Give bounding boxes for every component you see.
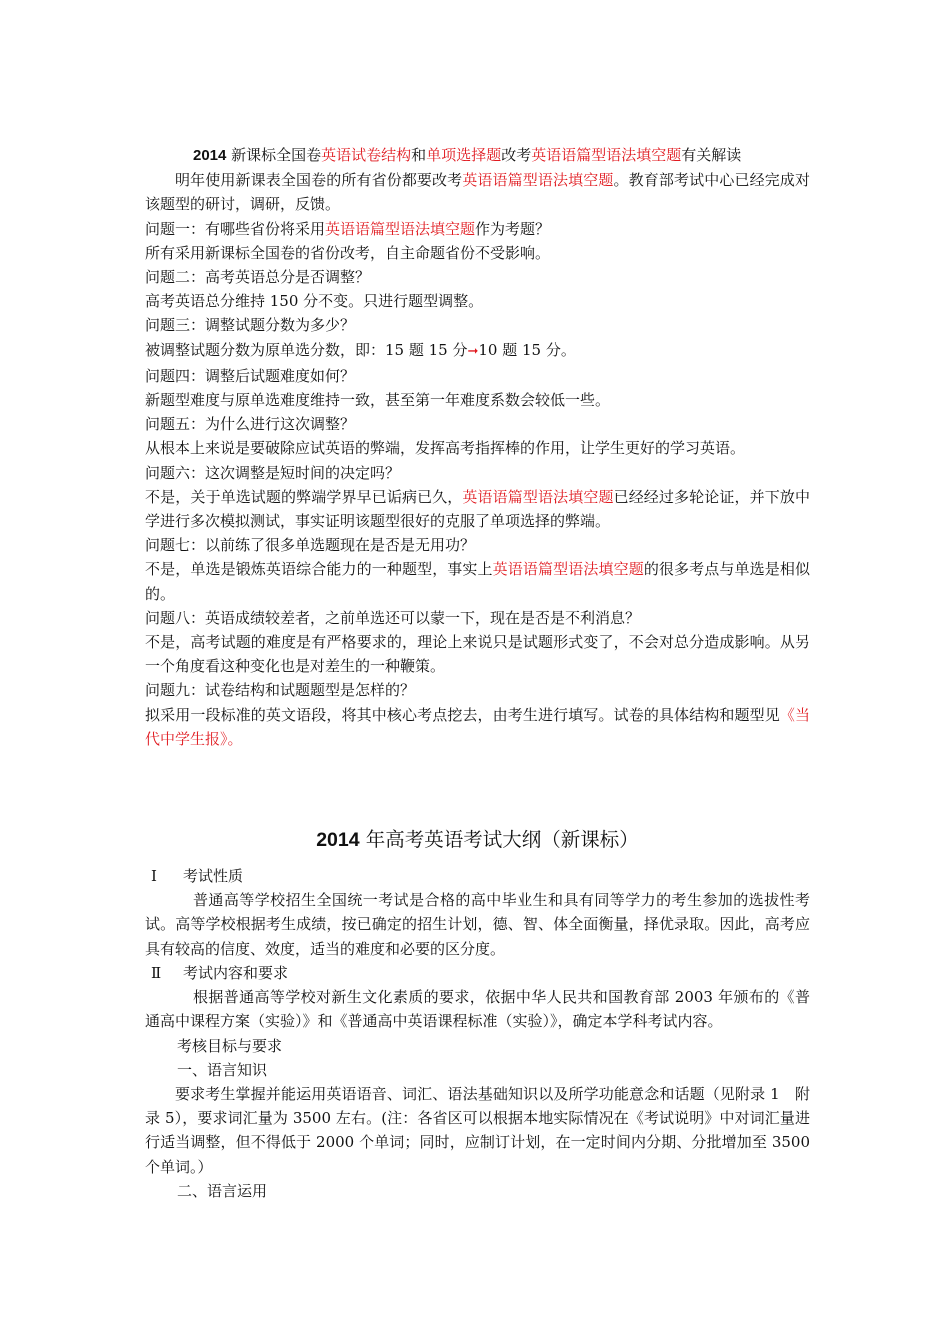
question-8: 问题八：英语成绩较差者，之前单选还可以蒙一下，现在是否是不利消息？	[145, 608, 641, 627]
article-title: 2014 新课标全国卷英语试卷结构和单项选择题改考英语语篇型语法填空题有关解读	[193, 146, 742, 164]
question-1: 问题一：有哪些省份将采用英语语篇型语法填空题作为考题？	[145, 219, 551, 238]
section-1-heading: Ⅰ 考试性质	[151, 867, 244, 886]
arrow-icon: ➞	[467, 343, 479, 359]
answer-4: 新题型难度与原单选难度维持一致，甚至第一年难度系数会较低一些。	[145, 391, 611, 410]
article-intro: 明年使用新课表全国卷的所有省份都要改考英语语篇型语法填空题。教育部考试中心已经完成对该题型的研讨，调研，反馈。	[145, 171, 810, 214]
answer-1: 所有采用新课标全国卷的省份改考，自主命题省份不受影响。	[145, 243, 551, 262]
answer-6: 不是，关于单选试题的弊端学界早已诟病已久，英语语篇型语法填空题已经经过多轮论证，并下放中学进行多次模拟测试，事实证明该题型很好的克服了单项选择的弊端。	[145, 487, 810, 531]
answer-3: 被调整试题分数为原单选分数，即：15 题 15 分➞10 题 15 分。	[145, 340, 576, 359]
section-2-heading: Ⅱ 考试内容和要求	[151, 963, 289, 982]
question-4: 问题四：调整后试题难度如何？	[145, 366, 356, 385]
answer-8: 不是，高考试题的难度是有严格要求的，理论上来说只是试题形式变了，不会对总分造成影响。从另一个角度看这种变化也是对差生的一种鞭策。	[145, 633, 810, 676]
section-2-body: 根据普通高等学校对新生文化素质的要求，依据中华人民共和国教育部 2003 年颁布的《普通高中课程方案（实验）》和《普通高中英语课程标准（实验）》，确定本学科考试内容。	[145, 988, 810, 1031]
question-5: 问题五：为什么进行这次调整？	[145, 415, 356, 434]
question-7: 问题七：以前练了很多单选题现在是否是无用功？	[145, 536, 476, 555]
question-6: 问题六：这次调整是短时间的决定吗？	[145, 463, 401, 482]
language-knowledge-heading: 一、语言知识	[177, 1060, 268, 1079]
section-1-body: 普通高等学校招生全国统一考试是合格的高中毕业生和具有同等学力的考生参加的选拔性考试。高等学校根据考生成绩，按已确定的招生计划，德、智、体全面衡量，择优录取。因此，高考应具有较高的信度、效度，适当的难度和必要的区分度。	[145, 891, 810, 958]
answer-2: 高考英语总分维持 150 分不变。只进行题型调整。	[145, 292, 484, 311]
question-3: 问题三：调整试题分数为多少？	[145, 316, 356, 335]
language-knowledge-body: 要求考生掌握并能运用英语语音、词汇、语法基础知识以及所学功能意念和话题（见附录 1 附录 5），要求词汇量为 3500 左右。(注：各省区可以根据本地实际情况在《考试说明》中对词汇量进行适当调整，但不得低于 2000 个单词；同时，应制订计划，在一定时间内分期、分批增加至 3500 个单词。）	[145, 1084, 810, 1176]
answer-9: 拟采用一段标准的英文语段，将其中核心考点挖去，由考生进行填写。试卷的具体结构和题型见《当代中学生报》。	[145, 705, 810, 748]
document-page	[145, 143, 810, 1203]
question-9: 问题九：试卷结构和试题题型是怎样的？	[145, 681, 416, 700]
answer-5: 从根本上来说是要破除应试英语的弊端，发挥高考指挥棒的作用，让学生更好的学习英语。	[145, 439, 746, 458]
question-2: 问题二：高考英语总分是否调整？	[145, 268, 371, 287]
syllabus-title: 2014 年高考英语考试大纲（新课标）	[316, 828, 639, 852]
goals-heading: 考核目标与要求	[177, 1036, 283, 1055]
answer-7: 不是，单选是锻炼英语综合能力的一种题型，事实上英语语篇型语法填空题的很多考点与单选是相似的。	[145, 560, 810, 603]
language-use-heading: 二、语言运用	[177, 1181, 268, 1200]
